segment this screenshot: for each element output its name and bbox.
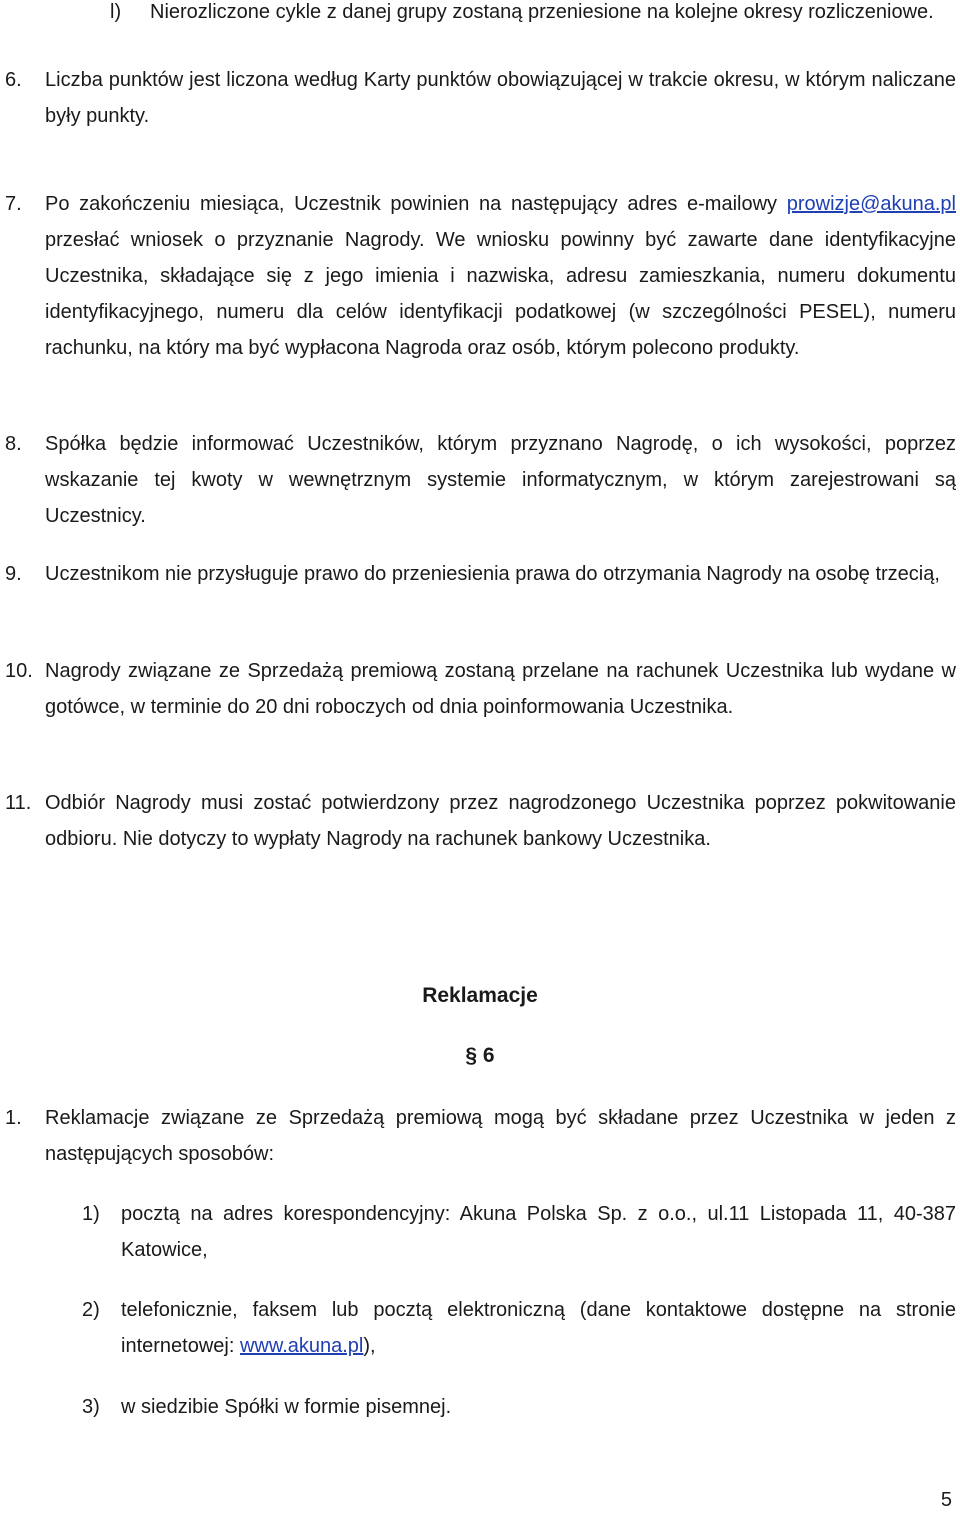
item-6-text: Liczba punktów jest liczona według Karty punktów obowiązującej w trakcie okresu, w którym naliczane były punkty. xyxy=(45,69,956,127)
sub-item-3-marker: 3) xyxy=(82,1396,100,1418)
section-number: § 6 xyxy=(465,1044,495,1067)
item-10-marker: 10. xyxy=(5,660,33,682)
item-7-text-after: przesłać wniosek o przyznanie Nagrody. We wniosku powinny być zawarte dane identyfikacyjne Uczestnika, składające się z jego imienia i nazwiska, adresu zamieszkania, numeru dokumentu identyfikacyjnego, numeru dla celów identyfikacji podatkowej (w szczególności PESEL), numeru rachunku, na który ma być wypłacona Nagroda oraz osób, którym polecono produkty. xyxy=(45,229,956,359)
item-l-marker: l) xyxy=(110,1,122,23)
item-11-marker: 11. xyxy=(5,792,32,814)
section-title: Reklamacje xyxy=(422,984,538,1007)
item-7-marker: 7. xyxy=(5,193,22,215)
item-8-text: Spółka będzie informować Uczestników, którym przyznano Nagrodę, o ich wysokości, poprzez wskazanie tej kwoty w wewnętrznym systemie informatycznym, w którym zarejestrowani są Uczestnicy. xyxy=(45,433,956,527)
item-7-text-before: Po zakończeniu miesiąca, Uczestnik powinien na następujący adres e-mailowy xyxy=(45,193,778,215)
item-7-text xyxy=(45,186,956,366)
item-l-text: Nierozliczone cykle z danej grupy zostaną przeniesione na kolejne okresy rozliczeniowe. xyxy=(150,1,934,23)
item-9-text: Uczestnikom nie przysługuje prawo do przeniesienia prawa do otrzymania Nagrody na osobę trzecią, xyxy=(45,563,940,585)
sub-item-1-text: pocztą na adres korespondencyjny: Akuna Polska Sp. z o.o., ul.11 Listopada 11, 40-387 Katowice, xyxy=(121,1203,956,1261)
sub-item-2-text-after: ), xyxy=(363,1335,376,1357)
sub-item-2-text-before: telefonicznie, faksem lub pocztą elektroniczną (dane kontaktowe dostępne na stronie internetowej: xyxy=(121,1299,956,1357)
section-item-1-marker: 1. xyxy=(5,1107,22,1129)
item-10-text: Nagrody związane ze Sprzedażą premiową zostaną przelane na rachunek Uczestnika lub wydane w gotówce, w terminie do 20 dni roboczych od dnia poinformowania Uczestnika. xyxy=(45,660,956,718)
sub-item-3-text: w siedzibie Spółki w formie pisemnej. xyxy=(121,1396,452,1418)
item-8-marker: 8. xyxy=(5,433,22,455)
sub-item-2-marker: 2) xyxy=(82,1299,100,1321)
item-11-text: Odbiór Nagrody musi zostać potwierdzony przez nagrodzonego Uczestnika poprzez pokwitowanie odbioru. Nie dotyczy to wypłaty Nagrody na rachunek bankowy Uczestnika. xyxy=(45,792,956,850)
sub-item-1-marker: 1) xyxy=(82,1203,100,1225)
sub-item-2-text xyxy=(121,1292,956,1364)
item-6-marker: 6. xyxy=(5,69,22,91)
page-number: 5 xyxy=(940,1489,952,1511)
section-item-1-text: Reklamacje związane ze Sprzedażą premiową mogą być składane przez Uczestnika w jeden z następujących sposobów: xyxy=(45,1107,956,1165)
item-9-marker: 9. xyxy=(5,563,22,585)
website-link[interactable]: www.akuna.pl xyxy=(239,1335,364,1357)
email-link[interactable]: prowizje@akuna.pl xyxy=(786,193,956,215)
